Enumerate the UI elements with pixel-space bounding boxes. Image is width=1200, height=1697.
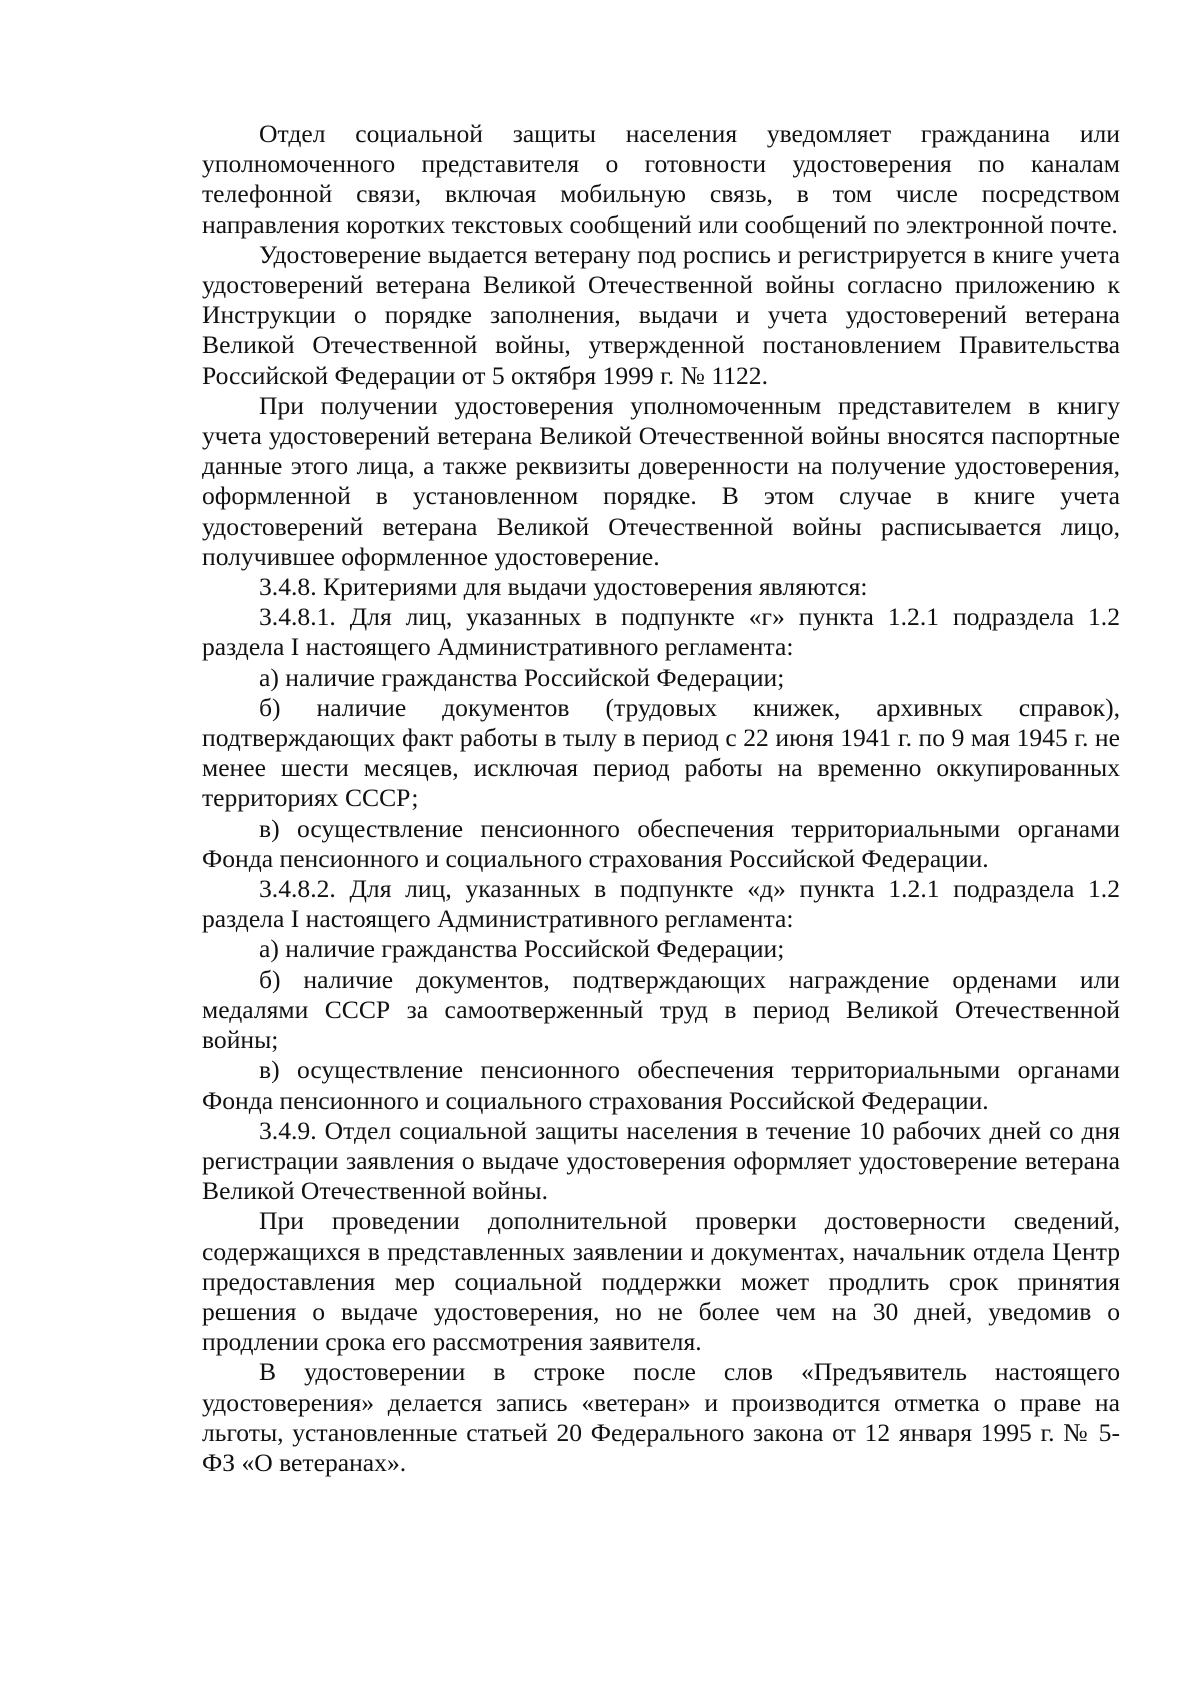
list-item-pension-1: в) осуществление пенсионного обеспечения территориальными органами Фонда пенсионного и социального страхования Российской Федерации. xyxy=(202,813,1120,873)
list-item-documents-awards: б) наличие документов, подтверждающих награждение орденами или медалями СССР за самоотверженный труд в период Великой Отечественной войны; xyxy=(202,964,1120,1055)
paragraph-extension: При проведении дополнительной проверки достоверности сведений, содержащихся в представленных заявлении и документах, начальник отдела Центр предоставления мер социальной поддержки может продлить срок принятия решения о выдаче удостоверения, но не более чем на 30 дней, уведомив о продлении срока его рассмотрения заявителя. xyxy=(202,1206,1120,1357)
paragraph-processing-term: 3.4.9. Отдел социальной защиты населения в течение 10 рабочих дней со дня регистрации заявления о выдаче удостоверения оформляет удостоверение ветерана Великой Отечественной войны. xyxy=(202,1115,1120,1206)
paragraph-representative: При получении удостоверения уполномоченным представителем в книгу учета удостоверений ветерана Великой Отечественной войны вносятся паспортные данные этого лица, а также реквизиты доверенности на получение удостоверения, оформленной в установленном порядке. В этом случае в книге учета удостоверений ветерана Великой Отечественной войны расписывается лицо, получившее оформленное удостоверение. xyxy=(202,390,1120,571)
paragraph-issuance-signature: Удостоверение выдается ветерану под роспись и регистрируется в книге учета удостоверений ветерана Великой Отечественной войны согласно приложению к Инструкции о порядке заполнения, выдачи и учета удостоверений ветерана Великой Отечественной войны, утвержденной постановлением Правительства Российской Федерации от 5 октября 1999 г. № 1122. xyxy=(202,239,1120,390)
list-item-citizenship-1: а) наличие гражданства Российской Федерации; xyxy=(259,662,785,692)
paragraph-notification: Отдел социальной защиты населения уведомляет гражданина или уполномоченного представителя о готовности удостоверения по каналам телефонной связи, включая мобильную связь, в том числе посредством направления коротких текстовых сообщений или сообщений по электронной почте. xyxy=(202,119,1120,239)
list-item-citizenship-2: а) наличие гражданства Российской Федерации; xyxy=(259,934,785,964)
paragraph-criteria-heading: 3.4.8. Критериями для выдачи удостоверения являются: xyxy=(259,572,868,602)
list-item-documents-work: б) наличие документов (трудовых книжек, архивных справок), подтверждающих факт работы в тылу в период с 22 июня 1941 г. по 9 мая 1945 г. не менее шести месяцев, исключая период работы на временно оккупированных территориях СССР; xyxy=(202,692,1120,813)
document-body xyxy=(202,119,1120,1478)
paragraph-veteran-record: В удостоверении в строке после слов «Предъявитель настоящего удостоверения» делается запись «ветеран» и производится отметка о праве на льготы, установленные статьей 20 Федерального закона от 12 января 1995 г. № 5-ФЗ «О ветеранах». xyxy=(202,1357,1120,1477)
paragraph-criteria-g: 3.4.8.1. Для лиц, указанных в подпункте «г» пункта 1.2.1 подраздела 1.2 раздела I настоящего Административного регламента: xyxy=(202,602,1120,662)
list-item-pension-2: в) осуществление пенсионного обеспечения территориальными органами Фонда пенсионного и социального страхования Российской Федерации. xyxy=(202,1055,1120,1115)
paragraph-criteria-d: 3.4.8.2. Для лиц, указанных в подпункте «д» пункта 1.2.1 подраздела 1.2 раздела I настоящего Административного регламента: xyxy=(202,874,1120,934)
